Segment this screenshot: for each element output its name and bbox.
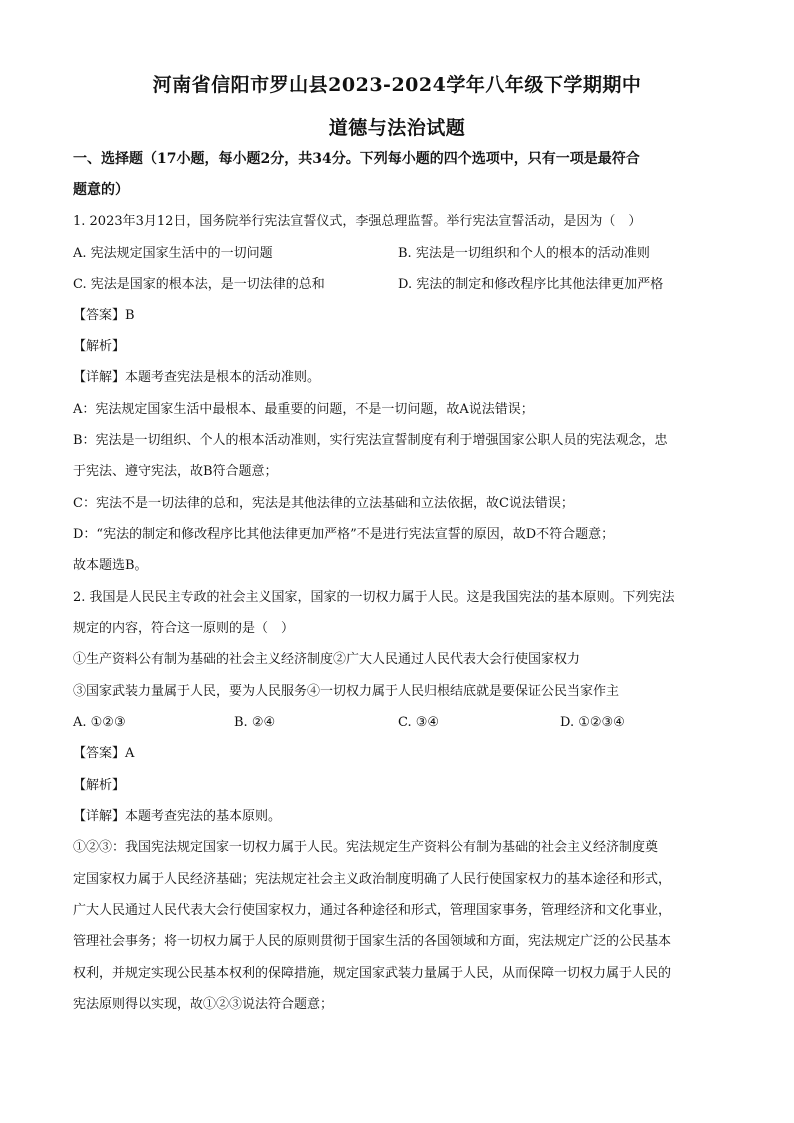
q1-explain-d: D：“宪法的制定和修改程序比其他法律更加严格”不是进行宪法宣誓的原因，故D不符合题意； [73, 527, 615, 542]
q1-conclusion: 故本题选B。 [73, 558, 148, 573]
q1-option-a: A. 宪法规定国家生活中的一切问题 [73, 246, 273, 261]
q2-explain-line-3: 广大人民通过人民代表大会行使国家权力，通过各种途径和形式，管理国家事务，管理经济和文化事业， [73, 903, 672, 918]
q2-option-c: C. ③④ [398, 715, 440, 730]
section-heading: 一、选择题（17小题，每小题2分，共34分。下列每小题的四个选项中，只有一项是最符合 [73, 151, 640, 167]
q2-explain-line-4: 管理社会事务；将一切权力属于人民的原则贯彻于国家生活的各国领域和方面，宪法规定广泛的公民基本 [73, 934, 672, 949]
q2-explain-line-6: 宪法原则得以实现，故①②③说法符合题意； [73, 997, 334, 1012]
q1-option-b: B. 宪法是一切组织和个人的根本的活动准则 [398, 246, 650, 261]
q2-answer: 【答案】A [73, 746, 135, 761]
q1-detail: 【详解】本题考查宪法是根本的活动准则。 [73, 370, 321, 385]
q1-explain-c: C：宪法不是一切法律的总和，宪法是其他法律的立法基础和立法依据，故C说法错误； [73, 496, 574, 511]
q2-stem-cont: 规定的内容，符合这一原则的是（ ） [73, 621, 295, 636]
q2-explain-line-5: 权利，并规定实现公民基本权利的保障措施，规定国家武装力量属于人民，从而保障一切权力属于人民的 [73, 966, 672, 981]
q1-explain-b: B：宪法是一切组织、个人的根本活动准则，实行宪法宣誓制度有利于增强国家公职人员的宪法观念，忠 [73, 433, 668, 448]
q2-items-1-2: ①生产资料公有制为基础的社会主义经济制度②广大人民通过人民代表大会行使国家权力 [73, 652, 581, 667]
q1-analysis-label: 【解析】 [73, 339, 126, 354]
q1-option-d: D. 宪法的制定和修改程序比其他法律更加严格 [398, 277, 664, 292]
q2-option-a: A. ①②③ [73, 715, 126, 730]
q2-items-3-4: ③国家武装力量属于人民，要为人民服务④一切权力属于人民归根结底就是要保证公民当家作主 [73, 684, 620, 699]
q1-explain-b-cont: 于宪法、遵守宪法，故B符合题意； [73, 464, 278, 479]
q2-analysis-label: 【解析】 [73, 778, 126, 793]
document-subtitle: 道德与法治试题 [328, 117, 466, 139]
q2-explain-line-2: 定国家权力属于人民经济基础；宪法规定社会主义政治制度明确了人民行使国家权力的基本途径和形式， [73, 872, 672, 887]
q2-option-b: B. ②④ [234, 715, 276, 730]
document-title: 河南省信阳市罗山县2023-2024学年八年级下学期期中 [152, 74, 642, 96]
q2-stem: 2. 我国是人民民主专政的社会主义国家，国家的一切权力属于人民。这是我国宪法的基本原则。下列宪法 [73, 590, 675, 605]
q1-answer: 【答案】B [73, 308, 135, 323]
q1-stem: 1. 2023年3月12日，国务院举行宪法宣誓仪式，李强总理监誓。举行宪法宣誓活动，是因为（ ） [73, 214, 642, 229]
q1-option-c: C. 宪法是国家的根本法，是一切法律的总和 [73, 277, 325, 292]
q1-explain-a: A：宪法规定国家生活中最根本、最重要的问题，不是一切问题，故A说法错误； [73, 402, 534, 417]
section-heading-cont: 题意的） [73, 182, 129, 198]
q2-explain-line-1: ①②③：我国宪法规定国家一切权力属于人民。宪法规定生产资料公有制为基础的社会主义经济制度奠 [73, 840, 659, 855]
q2-detail: 【详解】本题考查宪法的基本原则。 [73, 809, 282, 824]
q2-option-d: D. ①②③④ [560, 715, 625, 730]
